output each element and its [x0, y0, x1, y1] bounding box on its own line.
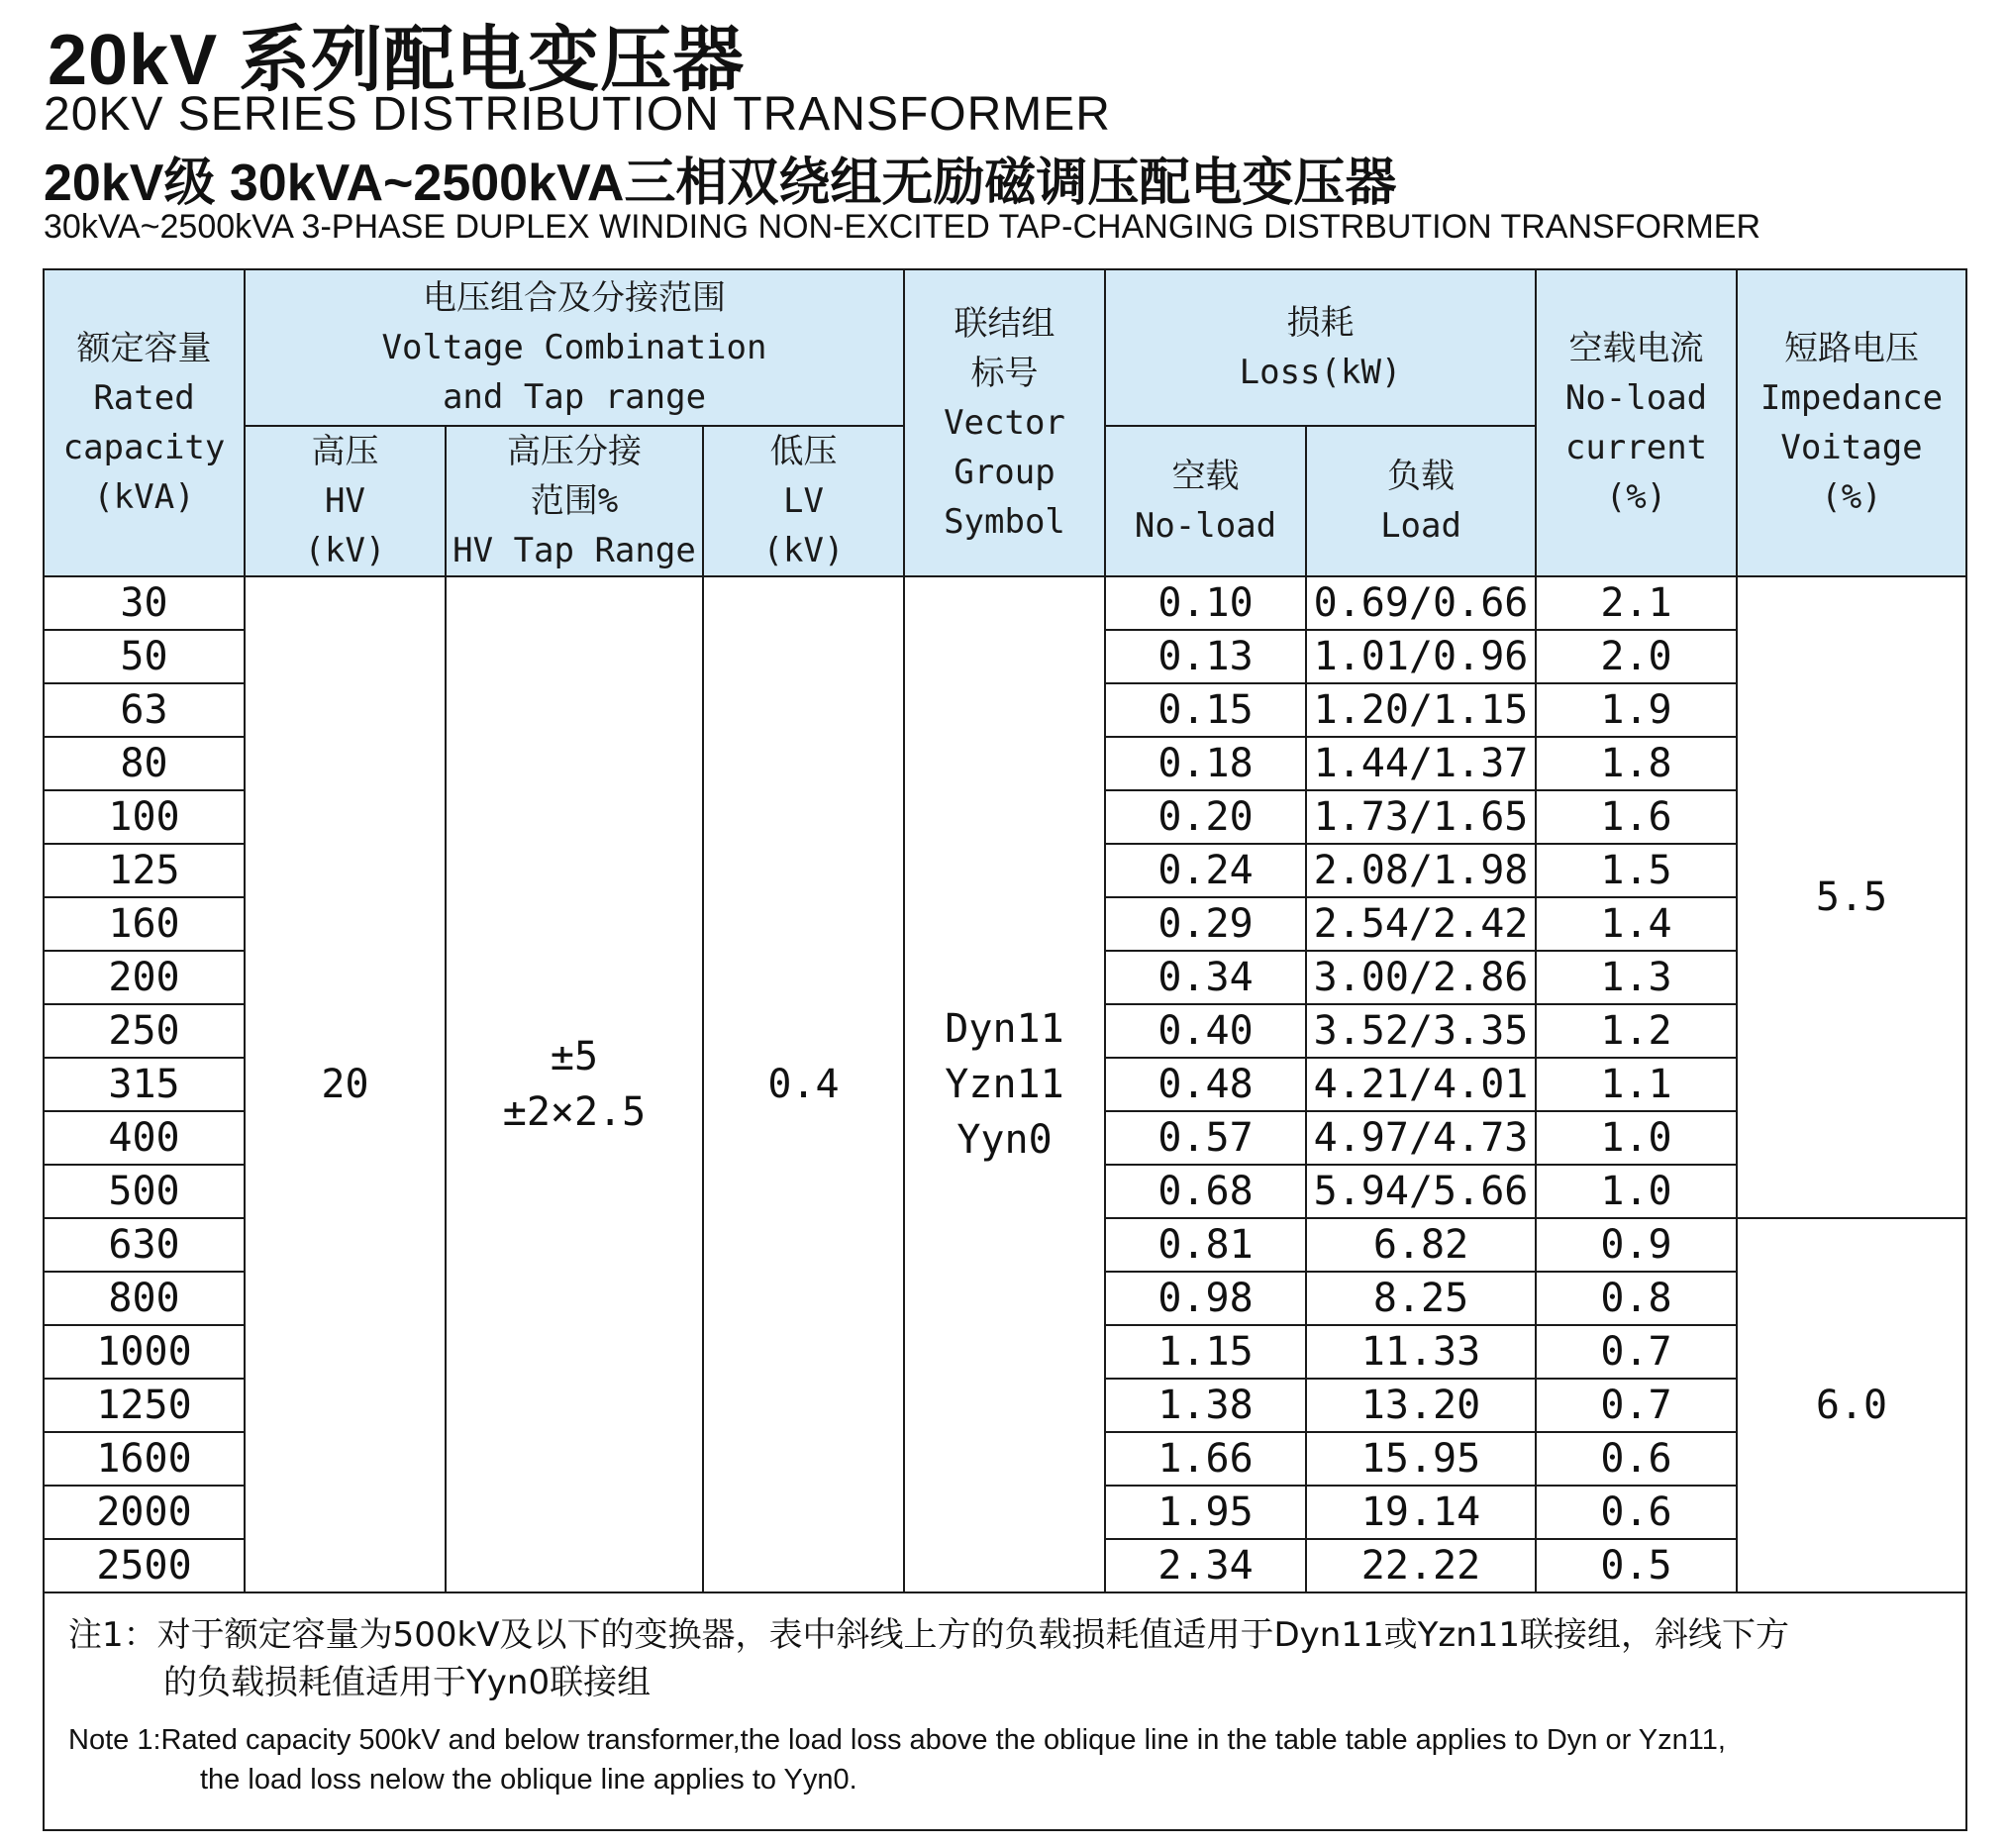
cell-capacity: 30 [44, 576, 245, 630]
cell-capacity: 80 [44, 737, 245, 790]
cell-current: 1.5 [1536, 844, 1737, 897]
cell-load: 13.20 [1306, 1379, 1536, 1432]
cell-current: 0.7 [1536, 1379, 1737, 1432]
cell-noload: 0.68 [1105, 1165, 1306, 1218]
cell-capacity: 1250 [44, 1379, 245, 1432]
cell-load: 19.14 [1306, 1486, 1536, 1539]
cell-noload: 0.98 [1105, 1272, 1306, 1325]
header-lv: 低压 LV (kV) [703, 426, 904, 576]
page-title-cn: 20kV 系列配电变压器 [48, 21, 746, 100]
table-row [44, 576, 1966, 630]
cell-load: 4.21/4.01 [1306, 1058, 1536, 1111]
cell-capacity: 500 [44, 1165, 245, 1218]
cell-load: 15.95 [1306, 1432, 1536, 1486]
cell-vector-group-value: Dyn11 Yzn11 Yyn0 [904, 576, 1105, 1592]
cell-noload: 2.34 [1105, 1539, 1306, 1592]
header-hv-tap-range: 高压分接 范围% HV Tap Range [446, 426, 703, 576]
page-subtitle-en: 30kVA~2500kVA 3-PHASE DUPLEX WINDING NON-EXCITED TAP-CHANGING DISTRBUTION TRANSFORMER [44, 208, 1761, 246]
cell-capacity: 125 [44, 844, 245, 897]
header-hv: 高压 HV (kV) [245, 426, 446, 576]
cell-load: 1.44/1.37 [1306, 737, 1536, 790]
cell-current: 0.7 [1536, 1325, 1737, 1379]
header-voltage-combination: 电压组合及分接范围 Voltage Combination and Tap range [245, 269, 904, 426]
cell-capacity: 250 [44, 1004, 245, 1058]
cell-current: 1.3 [1536, 951, 1737, 1004]
cell-load: 1.01/0.96 [1306, 630, 1536, 683]
header-loss: 损耗 Loss(kW) [1105, 269, 1536, 426]
cell-load: 3.52/3.35 [1306, 1004, 1536, 1058]
cell-current: 0.6 [1536, 1486, 1737, 1539]
cell-current: 1.8 [1536, 737, 1737, 790]
cell-noload: 1.95 [1105, 1486, 1306, 1539]
cell-capacity: 100 [44, 790, 245, 844]
cell-current: 1.0 [1536, 1165, 1737, 1218]
note-cn: 注1：对于额定容量为500kV及以下的变换器，表中斜线上方的负载损耗值适用于Dyn11或Yzn11联接组，斜线下方 的负载损耗值适用于Yyn0联接组 [68, 1615, 1790, 1702]
cell-noload: 0.20 [1105, 790, 1306, 844]
transformer-spec-table [43, 268, 1967, 1831]
cell-load: 0.69/0.66 [1306, 576, 1536, 630]
cell-impedance-6-0: 6.0 [1737, 1218, 1966, 1592]
cell-capacity: 315 [44, 1058, 245, 1111]
cell-capacity: 800 [44, 1272, 245, 1325]
cell-load: 2.54/2.42 [1306, 897, 1536, 951]
cell-current: 0.6 [1536, 1432, 1737, 1486]
cell-lv-value: 0.4 [703, 576, 904, 1592]
cell-load: 8.25 [1306, 1272, 1536, 1325]
cell-capacity: 63 [44, 683, 245, 737]
cell-current: 2.0 [1536, 630, 1737, 683]
page-title-en: 20KV SERIES DISTRIBUTION TRANSFORMER [44, 88, 1111, 141]
cell-noload: 0.34 [1105, 951, 1306, 1004]
note-en: Note 1:Rated capacity 500kV and below transformer,the load loss above the oblique line in the table table applies to Dyn or Yzn11, the load loss nelow the oblique line applies to Yyn0. [68, 1724, 1726, 1796]
cell-current: 0.8 [1536, 1272, 1737, 1325]
cell-noload: 1.66 [1105, 1432, 1306, 1486]
cell-capacity: 630 [44, 1218, 245, 1272]
header-noload-loss: 空载 No-load [1105, 426, 1306, 576]
cell-capacity: 1600 [44, 1432, 245, 1486]
header-load-loss: 负载 Load [1306, 426, 1536, 576]
cell-capacity: 160 [44, 897, 245, 951]
cell-current: 1.9 [1536, 683, 1737, 737]
cell-noload: 0.15 [1105, 683, 1306, 737]
cell-noload: 0.57 [1105, 1111, 1306, 1165]
cell-noload: 0.10 [1105, 576, 1306, 630]
cell-noload: 0.24 [1105, 844, 1306, 897]
cell-noload: 0.13 [1105, 630, 1306, 683]
cell-current: 0.5 [1536, 1539, 1737, 1592]
cell-noload: 1.38 [1105, 1379, 1306, 1432]
cell-current: 1.6 [1536, 790, 1737, 844]
cell-capacity: 1000 [44, 1325, 245, 1379]
cell-noload: 0.40 [1105, 1004, 1306, 1058]
cell-load: 22.22 [1306, 1539, 1536, 1592]
cell-current: 2.1 [1536, 576, 1737, 630]
cell-load: 1.20/1.15 [1306, 683, 1536, 737]
cell-hv-value: 20 [245, 576, 446, 1592]
header-noload-current: 空载电流 No-load current (%) [1536, 269, 1737, 576]
cell-impedance-5-5: 5.5 [1737, 576, 1966, 1218]
cell-noload: 0.48 [1105, 1058, 1306, 1111]
cell-load: 3.00/2.86 [1306, 951, 1536, 1004]
note-box [44, 1592, 1966, 1830]
cell-current: 1.4 [1536, 897, 1737, 951]
cell-capacity: 50 [44, 630, 245, 683]
cell-current: 1.1 [1536, 1058, 1737, 1111]
cell-load: 4.97/4.73 [1306, 1111, 1536, 1165]
cell-load: 1.73/1.65 [1306, 790, 1536, 844]
cell-load: 5.94/5.66 [1306, 1165, 1536, 1218]
page-subtitle-cn: 20kV级 30kVA~2500kVA三相双绕组无励磁调压配电变压器 [44, 154, 1397, 212]
header-impedance-voltage: 短路电压 Impedance Voitage (%) [1737, 269, 1966, 576]
cell-noload: 1.15 [1105, 1325, 1306, 1379]
cell-capacity: 200 [44, 951, 245, 1004]
cell-noload: 0.29 [1105, 897, 1306, 951]
cell-capacity: 400 [44, 1111, 245, 1165]
header-rated-capacity: 额定容量 Rated capacity (kVA) [44, 269, 245, 576]
header-vector-group: 联结组 标号 Vector Group Symbol [904, 269, 1105, 576]
cell-noload: 0.18 [1105, 737, 1306, 790]
cell-tap-range-value: ±5 ±2×2.5 [446, 576, 703, 1592]
cell-current: 1.0 [1536, 1111, 1737, 1165]
cell-load: 2.08/1.98 [1306, 844, 1536, 897]
cell-current: 0.9 [1536, 1218, 1737, 1272]
cell-load: 11.33 [1306, 1325, 1536, 1379]
cell-load: 6.82 [1306, 1218, 1536, 1272]
cell-capacity: 2500 [44, 1539, 245, 1592]
cell-noload: 0.81 [1105, 1218, 1306, 1272]
cell-current: 1.2 [1536, 1004, 1737, 1058]
cell-capacity: 2000 [44, 1486, 245, 1539]
